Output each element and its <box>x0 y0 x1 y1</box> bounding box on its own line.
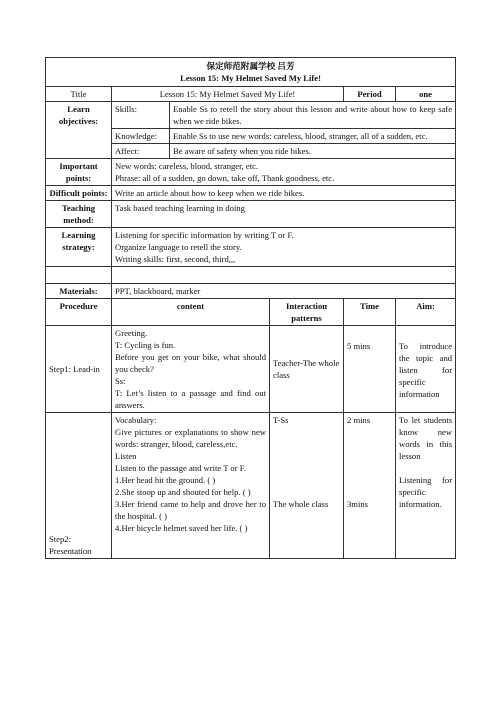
time-1: 2 mins <box>347 415 371 425</box>
strategy-text <box>112 228 456 267</box>
objective-text: Enable Ss to retell the story about this lesson and write about how to keep safe when we ride bikes. <box>170 102 456 129</box>
difficult-label: Difficult points: <box>46 186 112 201</box>
strategy-line: Writing skills: first, second, third,,, <box>115 254 236 264</box>
lesson-plan <box>45 57 455 559</box>
content-line: Vocabulary: <box>115 415 157 425</box>
step1-time: 5 mins <box>344 326 396 413</box>
content-line: T: Cycling is fun. <box>115 340 176 350</box>
content-header: content <box>112 299 270 326</box>
strategy-row <box>46 228 456 267</box>
content-line: Greeting. <box>115 328 148 338</box>
step1-row <box>46 326 456 413</box>
interaction-header: Interaction patterns <box>270 299 344 326</box>
school-teacher: 保定师范附属学校 吕芳 <box>206 61 295 71</box>
materials-row <box>46 284 456 299</box>
objective-text: Be aware of safety when you ride bikes. <box>170 144 456 159</box>
period-value: one <box>396 87 456 102</box>
time-header: Time <box>344 299 396 326</box>
header-row <box>46 58 456 87</box>
content-line: 3.Her friend came to help and drove her to the hospital. ( ) <box>115 499 266 521</box>
step1-interaction: Teacher-The whole class <box>270 326 344 413</box>
teaching-text: Task based teaching learning in doing <box>112 201 456 228</box>
step2-interaction <box>270 413 344 559</box>
interaction-2: The whole class <box>273 499 329 509</box>
title-value: Lesson 15: My Helmet Saved My Life! <box>112 87 344 102</box>
interaction-1: T-Ss <box>273 415 289 425</box>
important-text <box>112 159 456 186</box>
content-line: Ss: <box>115 376 126 386</box>
strategy-label: Learning strategy: <box>46 228 112 267</box>
content-line: 2.She stoop up and shouted for help. ( ) <box>115 487 251 497</box>
step2-aim <box>396 413 456 559</box>
materials-label: Materials: <box>46 284 112 299</box>
content-line: T: Let’s listen to a passage and find out answers. <box>115 388 266 410</box>
strategy-line: Listening for specific information by writing T or F. <box>115 230 294 240</box>
step2-content <box>112 413 270 559</box>
aim-header: Aim: <box>396 299 456 326</box>
blank-cell <box>46 267 112 284</box>
period-label: Period <box>344 87 396 102</box>
important-row <box>46 159 456 186</box>
content-line: Listen to the passage and write T or F. <box>115 463 246 473</box>
teaching-label: Teaching method: <box>46 201 112 228</box>
title-label: Title <box>46 87 112 102</box>
teaching-row <box>46 201 456 228</box>
step2-name: Step2: Presentation <box>46 413 112 559</box>
blank-cell <box>112 267 456 284</box>
content-line: Before you get on your bike, what should you check? <box>115 352 266 374</box>
step1-content <box>112 326 270 413</box>
objective-text: Enable Ss to use new words: careless, blood, stranger, all of a sudden, etc. <box>170 129 456 144</box>
important-line: Phrase: all of a sudden, go down, take off, Thank goodness, etc. <box>115 173 335 183</box>
title-row <box>46 87 456 102</box>
difficult-text: Write an article about how to keep when we ride bikes. <box>112 186 456 201</box>
difficult-row <box>46 186 456 201</box>
objective-type: Knowledge: <box>112 129 170 144</box>
objective-type: Skills: <box>112 102 170 129</box>
content-line: Give pictures or explanations to show new words: stranger, blood, careless,etc. <box>115 427 266 449</box>
materials-text: PPT, blackboard, marker <box>112 284 456 299</box>
aim-2: Listening for specific information. <box>399 475 453 509</box>
time-2: 3mins <box>347 499 369 509</box>
content-line: 1.Her head hit the ground. ( ) <box>115 475 216 485</box>
step1-aim: To introduce the topic and listen for specific information <box>396 326 456 413</box>
objective-row-skills <box>46 102 456 129</box>
header-cell <box>46 58 456 87</box>
objectives-label: Learn objectives: <box>46 102 112 159</box>
step1-name: Step1: Lead-in <box>46 326 112 413</box>
procedure-header: Procedure <box>46 299 112 326</box>
lesson-plan-table <box>45 57 456 559</box>
step2-row <box>46 413 456 559</box>
blank-row <box>46 267 456 284</box>
aim-1: To let students know new words in this lesson <box>399 415 453 461</box>
important-line: New words: careless, blood, stranger, etc. <box>115 161 259 171</box>
content-line: 4.Her bicycle helmet saved her life. ( ) <box>115 523 248 533</box>
important-label: Important points: <box>46 159 112 186</box>
column-header-row <box>46 299 456 326</box>
objective-type: Affect: <box>112 144 170 159</box>
step2-time <box>344 413 396 559</box>
strategy-line: Organize language to retell the story. <box>115 242 242 252</box>
lesson-heading: Lesson 15: My Helmet Saved My Life! <box>180 73 321 83</box>
content-line: Listen <box>115 451 137 461</box>
